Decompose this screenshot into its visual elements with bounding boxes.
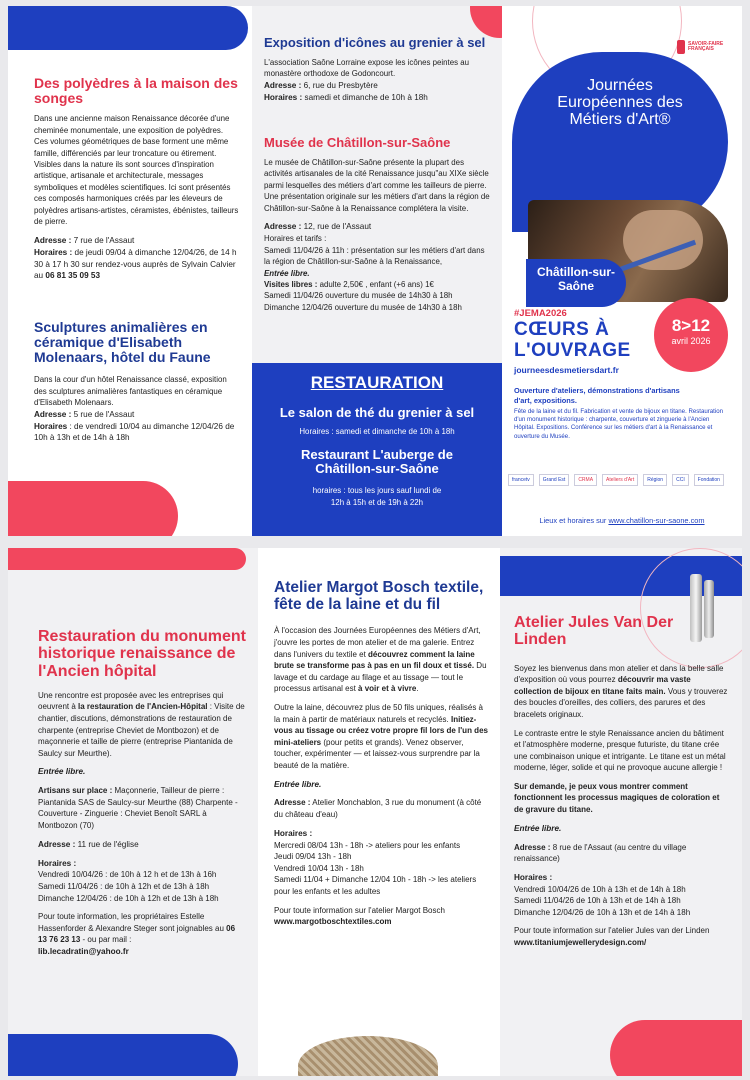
bottom-column-1 bbox=[8, 548, 258, 1076]
slogan-line-2: L'OUVRAGE bbox=[514, 340, 631, 361]
section-title: Restauration du monument historique renaissance de l'Ancien hôpital bbox=[38, 628, 247, 680]
section-title: Musée de Châtillon-sur-Saône bbox=[264, 135, 451, 150]
cover-footer: Lieux et horaires sur www.chatillon-sur-saone.com bbox=[539, 516, 705, 525]
sponsor-logo: CRMA bbox=[574, 474, 597, 486]
section-margot bbox=[274, 580, 489, 928]
section-body: Soyez les bienvenus dans mon atelier et dans la belle salle d'exposition où vous pourrez découvrir ma vaste collection de bijoux en titane faits main. Vous y trouverez des boucles d'oreilles, des colliers, des parures et des bracelets originaux. bbox=[514, 663, 728, 719]
section-title: Sculptures animalières en céramique d'Elisabeth Molenaars, hôtel du Faune bbox=[34, 319, 211, 366]
section-body: Le contraste entre le style Renaissance ancien du bâtiment et l'atmosphère moderne, presque futuriste, du titane crée une combinaison unique et intrigante. Le titane est un métal moderne, léger, solide et qui ne provoque aucune allergie ! bbox=[514, 728, 726, 773]
hours-line: Vendredi 10/04 13h - 18h bbox=[274, 863, 364, 873]
website-link[interactable]: www.margotboschtextiles.com bbox=[274, 917, 392, 927]
dates-month: avril 2026 bbox=[671, 336, 711, 346]
section-body: Dans la cour d'un hôtel Renaissance classé, exposition des sculptures animalières fantastiques en céramique d'Elisabeth Molenaars. bbox=[34, 375, 227, 408]
section-hopital bbox=[38, 628, 246, 958]
hours: Horaires : de vendredi 10/04 au dimanche 12/04/26 de 10h à 13h et de 14h à 18h bbox=[34, 421, 235, 443]
section-title: Exposition d'icônes au grenier à sel bbox=[264, 35, 486, 50]
tarif-line: Samedi 11/04/26 à 11h : présentation sur les métiers d'art dans la région de Châtillon-sur-Saône à la Renaissance, bbox=[264, 245, 485, 267]
brochure-outer-side bbox=[8, 6, 742, 536]
section-title: Des polyèdres à la maison des songes bbox=[34, 75, 238, 107]
decor-navy-shape bbox=[8, 1034, 238, 1076]
cover-column bbox=[502, 6, 742, 536]
visites: Visites libres : adulte 2,50€ , enfant (+6 ans) 1€ bbox=[264, 280, 434, 289]
sponsor-logo: CCI bbox=[672, 474, 689, 486]
hours-line: Dimanche 12/04/26 : de 10h à 12h et de 13h à 18h bbox=[38, 893, 219, 903]
brochure-inner-side bbox=[8, 548, 742, 1076]
tarif-line: Dimanche 12/04/26 ouverture du musée de 14h30 à 18h bbox=[264, 302, 462, 312]
decor-pink-shape bbox=[610, 1020, 742, 1076]
sponsor-logos bbox=[508, 474, 734, 486]
section-title: Atelier Jules Van Der Linden bbox=[514, 614, 674, 649]
bottom-column-2 bbox=[258, 548, 500, 1076]
resto-title: Le salon de thé du grenier à sel bbox=[279, 405, 475, 420]
sponsor-logo: Grand Est bbox=[539, 474, 570, 486]
hours: Horaires : samedi et dimanche de 10h à 18h bbox=[264, 92, 428, 102]
resto-hours: Horaires : samedi et dimanche de 10h à 18h bbox=[299, 427, 455, 436]
footer-link[interactable]: www.chatillon-sur-saone.com bbox=[608, 516, 705, 525]
hours-line: Samedi 11/04/26 de 10h à 13h et de 14h à 18h bbox=[514, 896, 681, 906]
savoir-faire-logo: SAVOIR-FAIRE FRANÇAIS bbox=[677, 40, 728, 54]
hours-label: Horaires : bbox=[274, 828, 313, 838]
phone: 06 81 35 09 53 bbox=[45, 271, 101, 281]
hours-line: Jeudi 09/04 13h - 18h bbox=[274, 852, 352, 862]
section-jules bbox=[514, 614, 728, 949]
section-musee bbox=[264, 136, 492, 313]
address: Adresse : 5 rue de l'Assaut bbox=[34, 409, 135, 419]
section-sculptures bbox=[34, 320, 239, 444]
entree-libre: Entrée libre. bbox=[514, 823, 562, 833]
entree-libre: Entrée libre. bbox=[264, 268, 310, 278]
wool-image bbox=[298, 1036, 438, 1076]
hours-line: Mercredi 08/04 13h - 18h -> ateliers pour les enfants bbox=[274, 840, 461, 850]
hours: Horaires : de jeudi 09/04 à dimanche 12/04/26, de 14 h 30 à 17 h 30 sur rendez-vous auprès de Sylvain Calvier au 06 81 35 09 53 bbox=[34, 247, 237, 281]
decor-pink-shape bbox=[8, 481, 178, 536]
section-title: Atelier Margot Bosch textile, fête de la laine et du fil bbox=[274, 579, 484, 613]
tarif-line: Samedi 11/04/26 ouverture du musée de 14h30 à 18h bbox=[264, 291, 453, 301]
jema-title: Journées Européennes des Métiers d'Art® bbox=[557, 77, 683, 128]
top-column-2 bbox=[252, 6, 502, 536]
hours-line: Vendredi 10/04/26 de 10h à 13h et de 14h à 18h bbox=[514, 884, 686, 894]
section-body: Dans une ancienne maison Renaissance décorée d'une cheminée monumentale, une exposition de polyèdres. Ces volumes géométriques de base forment une même famille, différenciés par leur troncature ou étirement. Visibles dans la nature ils sont sources d'inspiration artistique, artisanale et architecturale, messages symboliques et modèles scientifiques. Ici sont présentés ces composés harmoniques créés par les éleveurs de polyèdres artisans-artistes, céramistes, ébénistes, tailleurs de pierre. bbox=[34, 114, 239, 227]
tarifs-label: Horaires et tarifs : bbox=[264, 234, 327, 244]
hours-label: Horaires : bbox=[514, 872, 553, 882]
sponsor-logo: Région bbox=[643, 474, 667, 486]
section-icones bbox=[264, 36, 492, 104]
entree-libre: Entrée libre. bbox=[274, 779, 322, 789]
cover-details: Fête de la laine et du fil. Fabrication et vente de bijoux en titane. Restauration d'un monument historique : charpente, couverture et zinguerie à l'Ancien Hôpital. Expositions. Conférence sur les métiers d'art à la Renaissance et ouverture du Musée. bbox=[514, 408, 724, 440]
town-badge: Châtillon-sur-Saône bbox=[526, 259, 626, 307]
address: Adresse : 8 rue de l'Assaut (au centre du village renaissance) bbox=[514, 842, 687, 864]
entree-libre: Entrée libre. bbox=[38, 767, 86, 777]
top-column-1 bbox=[8, 6, 252, 536]
resto-hours: horaires : tous les jours sauf lundi de 12h à 15h et de 19h à 22h bbox=[312, 485, 442, 508]
hours-line: Samedi 11/04/26 : de 10h à 12h et de 13h à 18h bbox=[38, 882, 210, 891]
cover-intro: Ouverture d'ateliers, démonstrations d'artisans d'art, expositions. bbox=[514, 386, 680, 405]
contact: Pour toute information, les propriétaires Estelle Hassenforder & Alexandre Steger sont joignables au 06 13 76 23 13 - ou par mail : bbox=[38, 912, 236, 945]
hours-line: Samedi 11/04 + Dimanche 12/04 10h - 18h -> les ateliers pour les enfants et les adultes bbox=[274, 875, 477, 896]
decor-pink-shape bbox=[8, 548, 246, 570]
address: Adresse : 7 rue de l'Assaut bbox=[34, 235, 135, 245]
bottom-column-3 bbox=[500, 548, 742, 1076]
contact: Pour toute information sur l'atelier Margot Bosch bbox=[274, 905, 445, 915]
sponsor-logo: Fondation bbox=[694, 474, 724, 486]
decor-pink-circle bbox=[470, 6, 502, 38]
artisans: Artisans sur place : Maçonnerie, Tailleur de pierre : Piantanida SAS de Saulcy-sur Meurthe (88) Charpente - Couverture - Zinguerie : Cheviet Benoît SARL à Montbozon (70) bbox=[38, 786, 238, 831]
hours-line: Vendredi 10/04/26 : de 10h à 12 h et de 13h à 16h bbox=[38, 870, 217, 880]
hashtag: #JEMA2026 bbox=[514, 308, 567, 319]
email-link[interactable]: lib.lecadratin@yahoo.fr bbox=[38, 946, 129, 956]
section-body: Le musée de Châtillon-sur-Saône présente la plupart des activités artisanales de la cité Renaissance jusqu"au XIXe siècle parmi lesquelles des métiers d'art comme les tailleurs de pierre. Une présentation originale sur les métiers d'art dans la région de Châtillon-sur-Saône à la Renaissance complétera la visite. bbox=[264, 158, 490, 213]
resto-title: Restaurant L'auberge de Châtillon-sur-Saône bbox=[301, 447, 453, 477]
contact: Pour toute information sur l'atelier Jules van der Linden www.titaniumjewellerydesign.com/ bbox=[514, 926, 710, 947]
hours-line: Dimanche 12/04/26 de 10h à 13h et de 14h à 18h bbox=[514, 907, 691, 917]
decor-navy-shape bbox=[8, 6, 248, 50]
section-body: Une rencontre est proposée avec les entreprises qui oeuvrent à la restauration de l'Ancien-Hôpital : Visite de chantier, discutions, démonstrations de restauration de charpente (entreprise Cheviet de Montbozon) et de maçonnerie et taille de pierre (entreprise Piantanida de Saulcy sur Meurthe). bbox=[38, 690, 245, 758]
address: Adresse : Atelier Monchablon, 3 rue du monument (à côté du château d'eau) bbox=[274, 798, 482, 820]
restauration-box bbox=[252, 363, 502, 536]
sponsor-logo: Ateliers d'Art bbox=[602, 474, 638, 486]
dates: 8>12 bbox=[671, 316, 711, 335]
section-body: L'association Saône Lorraine expose les icônes peintes au monastère orthodoxe de Godoncourt. bbox=[264, 58, 470, 79]
section-body: Outre la laine, découvrez plus de 50 fils uniques, réalisés à la main à partir de matériaux naturels et recyclés. Initiez-vous au tissage ou créez votre propre fil lors de l'un des mini-ateliers (pour petits et grands). Venez observer, toucher, expérimenter — et laissez-vous surprendre par la beauté de la matière. bbox=[274, 703, 488, 770]
slogan-line-1: CŒURS À bbox=[514, 319, 610, 340]
website-link[interactable]: www.titaniumjewellerydesign.com/ bbox=[514, 938, 647, 947]
dates-circle bbox=[654, 298, 728, 372]
section-body: À l'occasion des Journées Européennes des Métiers d'Art, j'ouvre les portes de mon atelier et de ma galerie. Entrez dans l'univers du textile et découvrez comment la laine brute se transforme pas à pas en un fil doux et tissé. Du lavage et du cardage au filage et au tissage — tout le processus artisanal est à voir et à vivre. bbox=[274, 626, 487, 694]
hours-label: Horaires : bbox=[38, 858, 77, 868]
restauration-header: RESTAURATION bbox=[310, 373, 444, 392]
sponsor-logo: francetv bbox=[508, 474, 534, 486]
section-polyedres bbox=[34, 76, 239, 282]
section-body: Sur demande, je peux vous montrer comment fonctionnent les processus magiques de coloration et de gravure du titane. bbox=[514, 781, 720, 815]
cover-website: journeesdesmetiersdart.fr bbox=[514, 365, 619, 375]
address: Adresse : 6, rue du Presbytère bbox=[264, 80, 378, 90]
address: Adresse : 11 rue de l'église bbox=[38, 839, 139, 849]
address: Adresse : 12, rue de l'Assaut bbox=[264, 222, 372, 232]
